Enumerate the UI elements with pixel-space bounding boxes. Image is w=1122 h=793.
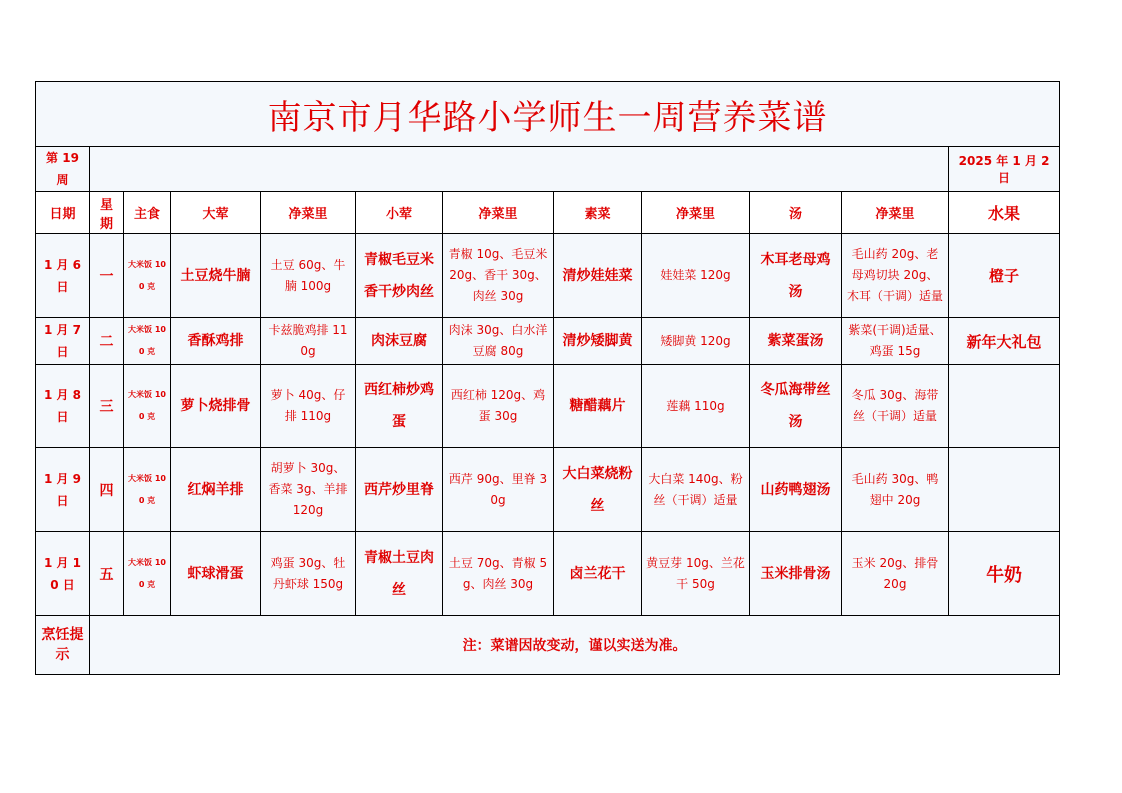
day-weekday: 一	[90, 234, 124, 318]
soup: 玉米排骨汤	[750, 532, 842, 616]
fruit: 橙子	[949, 234, 1060, 318]
day-staple: 大米饭 100 克	[124, 448, 171, 532]
day-date: 1 月 10 日	[36, 532, 90, 616]
main-dish: 萝卜烧排骨	[171, 365, 261, 448]
veg-dish: 卤兰花干	[554, 532, 642, 616]
week-label: 第 19 周	[36, 147, 90, 192]
veg-dish: 清炒矮脚黄	[554, 318, 642, 365]
table-row	[36, 318, 1060, 365]
soup-qty: 毛山药 30g、鸭翅中 20g	[842, 448, 949, 532]
main-dish: 土豆烧牛腩	[171, 234, 261, 318]
soup-qty: 玉米 20g、排骨 20g	[842, 532, 949, 616]
day-weekday: 二	[90, 318, 124, 365]
header-fruit: 水果	[949, 192, 1060, 234]
fruit	[949, 448, 1060, 532]
day-date: 1 月 6 日	[36, 234, 90, 318]
soup-qty: 毛山药 20g、老母鸡切块 20g、木耳（干调）适量	[842, 234, 949, 318]
main-qty: 卡兹脆鸡排 110g	[261, 318, 356, 365]
veg-qty: 娃娃菜 120g	[642, 234, 750, 318]
veg-qty: 莲藕 110g	[642, 365, 750, 448]
soup: 木耳老母鸡汤	[750, 234, 842, 318]
main-dish: 虾球滑蛋	[171, 532, 261, 616]
veg-dish: 糖醋藕片	[554, 365, 642, 448]
header-soup: 汤	[750, 192, 842, 234]
issue-date: 2025 年 1 月 2 日	[949, 147, 1060, 192]
side-qty: 肉沫 30g、白水洋豆腐 80g	[443, 318, 554, 365]
soup: 冬瓜海带丝汤	[750, 365, 842, 448]
side-dish: 青椒毛豆米香干炒肉丝	[356, 234, 443, 318]
fruit	[949, 365, 1060, 448]
header-date: 日期	[36, 192, 90, 234]
soup: 紫菜蛋汤	[750, 318, 842, 365]
day-weekday: 四	[90, 448, 124, 532]
side-qty: 青椒 10g、毛豆米 20g、香干 30g、肉丝 30g	[443, 234, 554, 318]
side-qty: 西红柿 120g、鸡蛋 30g	[443, 365, 554, 448]
header-staple: 主食	[124, 192, 171, 234]
header-row	[36, 192, 1060, 234]
main-qty: 鸡蛋 30g、牡丹虾球 150g	[261, 532, 356, 616]
main-qty: 萝卜 40g、仔排 110g	[261, 365, 356, 448]
footer-row	[36, 616, 1060, 675]
veg-qty: 大白菜 140g、粉丝（干调）适量	[642, 448, 750, 532]
day-weekday: 三	[90, 365, 124, 448]
page-title: 南京市月华路小学师生一周营养菜谱	[36, 82, 1060, 147]
side-dish: 西芹炒里脊	[356, 448, 443, 532]
veg-qty: 矮脚黄 120g	[642, 318, 750, 365]
table-row	[36, 234, 1060, 318]
day-staple: 大米饭 100 克	[124, 318, 171, 365]
soup-qty: 紫菜(干调)适量、鸡蛋 15g	[842, 318, 949, 365]
main-dish: 香酥鸡排	[171, 318, 261, 365]
veg-dish: 清炒娃娃菜	[554, 234, 642, 318]
day-staple: 大米饭 100 克	[124, 532, 171, 616]
fruit: 牛奶	[949, 532, 1060, 616]
veg-qty: 黄豆芽 10g、兰花干 50g	[642, 532, 750, 616]
fruit: 新年大礼包	[949, 318, 1060, 365]
header-weekday: 星期	[90, 192, 124, 234]
side-dish: 青椒土豆肉丝	[356, 532, 443, 616]
table-row	[36, 532, 1060, 616]
day-date: 1 月 9 日	[36, 448, 90, 532]
veg-dish: 大白菜烧粉丝	[554, 448, 642, 532]
day-date: 1 月 7 日	[36, 318, 90, 365]
header-soup-qty: 净菜里	[842, 192, 949, 234]
header-main-qty: 净菜里	[261, 192, 356, 234]
soup-qty: 冬瓜 30g、海带丝（干调）适量	[842, 365, 949, 448]
day-date: 1 月 8 日	[36, 365, 90, 448]
blank-cell	[90, 147, 949, 192]
header-side-qty: 净菜里	[443, 192, 554, 234]
cooking-tip-label: 烹饪提示	[36, 616, 90, 675]
day-staple: 大米饭 100 克	[124, 234, 171, 318]
menu-sheet	[35, 81, 1059, 675]
footer-note: 注：菜谱因故变动，谨以实送为准。	[90, 616, 1060, 675]
menu-table	[35, 81, 1060, 675]
table-row	[36, 365, 1060, 448]
side-dish: 西红柿炒鸡蛋	[356, 365, 443, 448]
side-dish: 肉沫豆腐	[356, 318, 443, 365]
header-veg-dish: 素菜	[554, 192, 642, 234]
day-staple: 大米饭 100 克	[124, 365, 171, 448]
header-veg-qty: 净菜里	[642, 192, 750, 234]
day-weekday: 五	[90, 532, 124, 616]
main-dish: 红焖羊排	[171, 448, 261, 532]
side-qty: 土豆 70g、青椒 5g、肉丝 30g	[443, 532, 554, 616]
header-main-dish: 大荤	[171, 192, 261, 234]
soup: 山药鸭翅汤	[750, 448, 842, 532]
main-qty: 土豆 60g、牛腩 100g	[261, 234, 356, 318]
table-row	[36, 448, 1060, 532]
side-qty: 西芹 90g、里脊 30g	[443, 448, 554, 532]
main-qty: 胡萝卜 30g、香菜 3g、羊排 120g	[261, 448, 356, 532]
header-side-dish: 小荤	[356, 192, 443, 234]
